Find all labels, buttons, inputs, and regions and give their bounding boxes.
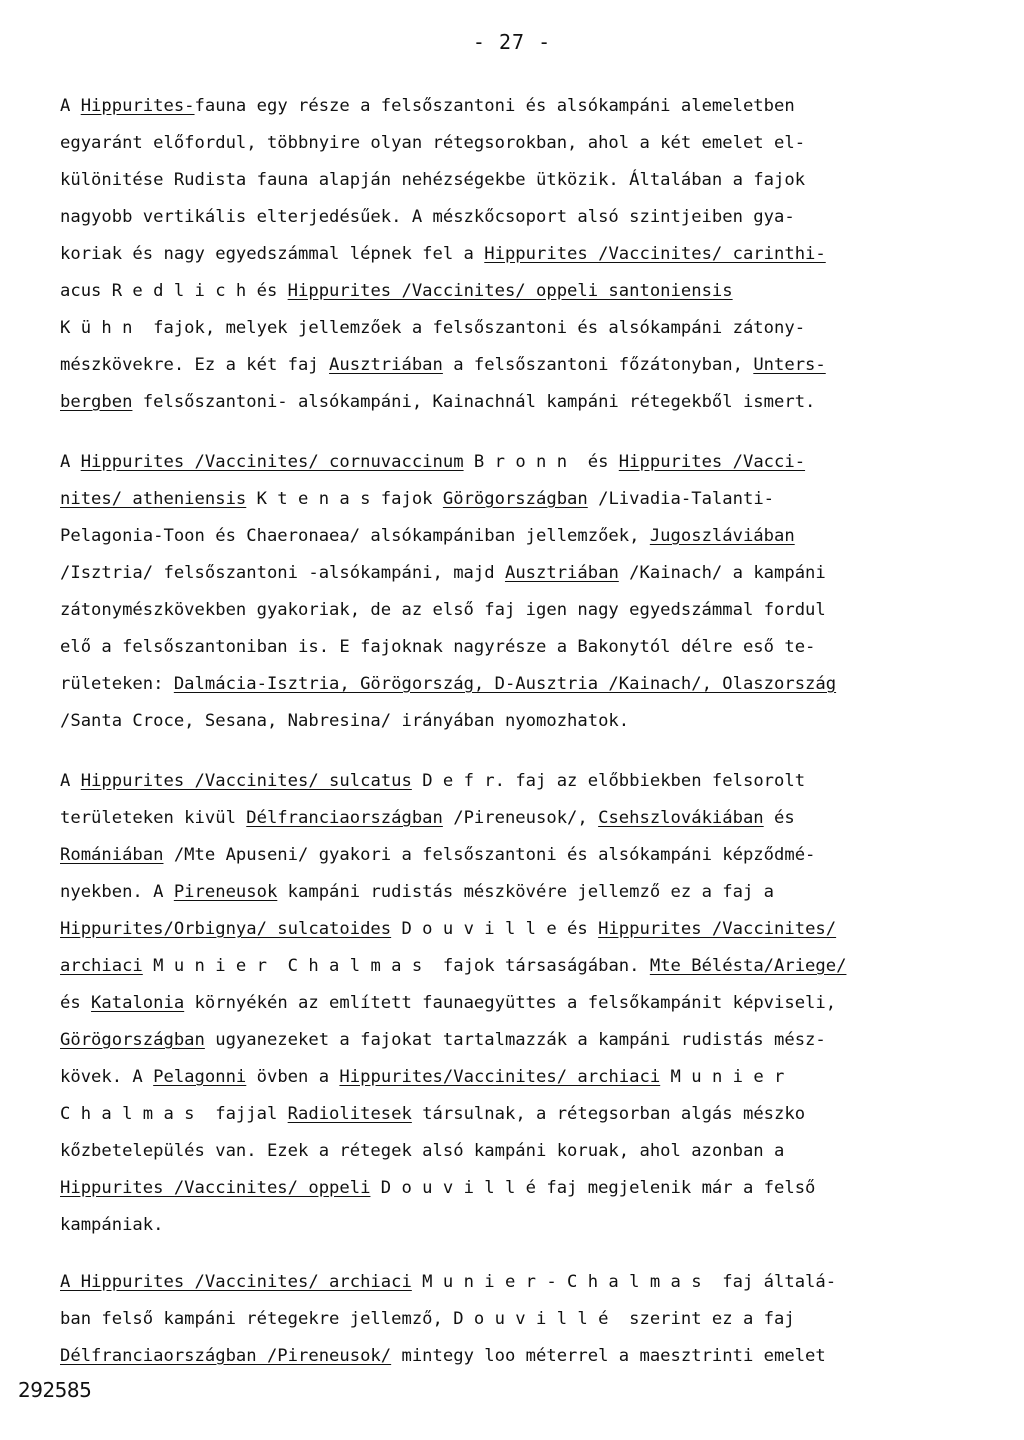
text-line bbox=[60, 444, 960, 481]
text-segment: D e f r. faj az előbbiekben felsorolt bbox=[411, 771, 806, 791]
underlined-term: Hippurites /Vaccinites/ oppeli bbox=[60, 1178, 371, 1198]
text-line bbox=[60, 1096, 960, 1133]
text-segment: /Kainach/ a kampáni bbox=[618, 563, 826, 583]
text-line bbox=[60, 948, 960, 985]
text-line bbox=[60, 88, 960, 125]
text-segment: kőzbetelepülés van. Ezek a rétegek alsó kampáni koruak, ahol azonban a bbox=[60, 1141, 785, 1161]
text-segment: /Livadia-Talanti- bbox=[587, 489, 775, 509]
text-line bbox=[60, 199, 960, 236]
text-segment: zátonymészkövekben gyakoriak, de az első faj igen nagy egyedszámmal fordul bbox=[60, 600, 826, 620]
text-segment: és bbox=[60, 993, 92, 1013]
text-line bbox=[60, 629, 960, 666]
paragraph-archiaci bbox=[60, 1264, 960, 1375]
underlined-term: Hippurites /Vaccinites/ oppeli santoniensis bbox=[287, 281, 733, 301]
text-segment: környékén az említett faunaegyüttes a felsőkampánit képviseli, bbox=[184, 993, 837, 1013]
underlined-term: Pelagonni bbox=[153, 1067, 247, 1087]
underlined-term: Ausztriában bbox=[329, 355, 443, 375]
text-segment: M u n i e r C h a l m a s fajok társaságában. bbox=[142, 956, 650, 976]
paragraph-cornuvaccinum bbox=[60, 444, 960, 740]
text-segment: nagyobb vertikális elterjedésűek. A mészkőcsoport alsó szintjeiben gya- bbox=[60, 207, 795, 227]
underlined-term: Pireneusok bbox=[173, 882, 278, 902]
text-segment: C h a l m a s fajjal bbox=[60, 1104, 288, 1124]
underlined-term: bergben bbox=[60, 392, 133, 412]
underlined-term: Hippurites/Vaccinites/ archiaci bbox=[339, 1067, 661, 1087]
text-segment: ugyanezeket a fajokat tartalmazzák a kampáni rudistás mész- bbox=[204, 1030, 826, 1050]
text-line bbox=[60, 310, 960, 347]
text-segment: nyekben. A bbox=[60, 882, 174, 902]
text-segment: /Pireneusok/, bbox=[442, 808, 599, 828]
text-segment: a felsőszantoni főzátonyban, bbox=[442, 355, 754, 375]
text-segment: M u n i e r bbox=[660, 1067, 785, 1087]
text-line bbox=[60, 703, 960, 740]
text-segment: elő a felsőszantoniban is. E fajoknak nagyrésze a Bakonytól délre eső te- bbox=[60, 637, 816, 657]
text-segment: övben a bbox=[246, 1067, 340, 1087]
text-line bbox=[60, 1264, 960, 1301]
text-segment: fauna egy része a felsőszantoni és alsókampáni alemeletben bbox=[194, 96, 795, 116]
text-line bbox=[60, 837, 960, 874]
footer-document-id: 292585 bbox=[18, 1378, 92, 1402]
text-segment: mészkövekre. Ez a két faj bbox=[60, 355, 330, 375]
text-line bbox=[60, 162, 960, 199]
text-line bbox=[60, 481, 960, 518]
underlined-term: Hippurites/Orbignya/ sulcatoides bbox=[60, 919, 392, 939]
text-segment: K ü h n fajok, melyek jellemzőek a felsőszantoni és alsókampáni zátony- bbox=[60, 318, 806, 338]
text-line bbox=[60, 763, 960, 800]
page-number: - 27 - bbox=[472, 30, 552, 54]
text-segment: /Mte Apuseni/ gyakori a felsőszantoni és alsókampáni képződmé- bbox=[163, 845, 816, 865]
text-segment: acus R e d l i c h és bbox=[60, 281, 288, 301]
text-line bbox=[60, 1022, 960, 1059]
underlined-term: Katalonia bbox=[91, 993, 185, 1013]
text-line bbox=[60, 1170, 960, 1207]
text-segment: kampániak. bbox=[60, 1215, 164, 1235]
underlined-term: Hippurites /Vaccinites/ cornuvaccinum bbox=[80, 452, 464, 472]
text-line bbox=[60, 384, 960, 421]
text-line bbox=[60, 1301, 960, 1338]
underlined-term: Unters- bbox=[753, 355, 826, 375]
text-segment: kövek. A bbox=[60, 1067, 154, 1087]
text-line bbox=[60, 985, 960, 1022]
text-segment: D o u v i l l é faj megjelenik már a felső bbox=[370, 1178, 816, 1198]
text-line bbox=[60, 911, 960, 948]
text-segment: különitése Rudista fauna alapján nehézségekbe ütközik. Általában a fajok bbox=[60, 170, 806, 190]
text-segment: A bbox=[60, 452, 81, 472]
text-segment: B r o n n és bbox=[463, 452, 619, 472]
text-segment: D o u v i l l e és bbox=[391, 919, 599, 939]
underlined-term: Hippurites /Vaccinites/ sulcatus bbox=[80, 771, 412, 791]
underlined-term: Görögországban bbox=[60, 1030, 205, 1050]
text-segment: ban felső kampáni rétegekre jellemző, D o u v i l l é szerint ez a faj bbox=[60, 1309, 795, 1329]
underlined-term: nites/ atheniensis bbox=[60, 489, 247, 509]
paragraph-sulcatus bbox=[60, 763, 960, 1244]
underlined-term: Délfranciaországban /Pireneusok/ bbox=[60, 1346, 392, 1366]
underlined-term: Radiolitesek bbox=[287, 1104, 412, 1124]
text-line bbox=[60, 1207, 960, 1244]
underlined-term: Csehszlovákiában bbox=[598, 808, 764, 828]
text-segment: kampáni rudistás mészkövére jellemző ez a faj a bbox=[277, 882, 775, 902]
text-line bbox=[60, 1338, 960, 1375]
underlined-term: Romániában bbox=[60, 845, 164, 865]
underlined-term: Hippurites /Vaccinites/ bbox=[598, 919, 837, 939]
underlined-term: Görögországban bbox=[442, 489, 588, 509]
text-line bbox=[60, 666, 960, 703]
text-segment: Pelagonia-Toon és Chaeronaea/ alsókampániban jellemzőek, bbox=[60, 526, 650, 546]
underlined-term: archiaci bbox=[60, 956, 143, 976]
underlined-term: A Hippurites /Vaccinites/ archiaci bbox=[60, 1272, 412, 1292]
text-line bbox=[60, 347, 960, 384]
underlined-term: Délfranciaországban bbox=[246, 808, 443, 828]
underlined-term: Mte Bélésta/Ariege/ bbox=[649, 956, 847, 976]
text-segment: mintegy loo méterrel a maesztrinti emelet bbox=[391, 1346, 826, 1366]
text-segment: K t e n a s fajok bbox=[246, 489, 443, 509]
text-segment: felsőszantoni- alsókampáni, Kainachnál kampáni rétegekből ismert. bbox=[132, 392, 816, 412]
text-segment: és bbox=[763, 808, 795, 828]
text-segment: egyaránt előfordul, többnyire olyan rétegsorokban, ahol a két emelet el- bbox=[60, 133, 806, 153]
underlined-term: Hippurites /Vacci- bbox=[618, 452, 806, 472]
text-line bbox=[60, 518, 960, 555]
underlined-term: Jugoszláviában bbox=[649, 526, 795, 546]
text-segment: társulnak, a rétegsorban algás mészko bbox=[411, 1104, 806, 1124]
text-segment: területeken kivül bbox=[60, 808, 247, 828]
underlined-term: Ausztriában bbox=[504, 563, 619, 583]
text-segment: /Santa Croce, Sesana, Nabresina/ irányában nyomozhatok. bbox=[60, 711, 630, 731]
text-segment: koriak és nagy egyedszámmal lépnek fel a bbox=[60, 244, 485, 264]
text-line bbox=[60, 592, 960, 629]
text-segment: /Isztria/ felsőszantoni -alsókampáni, majd bbox=[60, 563, 505, 583]
text-line bbox=[60, 1059, 960, 1096]
text-line bbox=[60, 273, 960, 310]
text-segment: A bbox=[60, 771, 81, 791]
text-line bbox=[60, 236, 960, 273]
text-segment: rületeken: bbox=[60, 674, 174, 694]
text-line bbox=[60, 1133, 960, 1170]
text-line bbox=[60, 125, 960, 162]
text-line bbox=[60, 555, 960, 592]
text-segment: A bbox=[60, 96, 81, 116]
underlined-term: Hippurites- bbox=[80, 96, 195, 116]
paragraph-hippurites-fauna bbox=[60, 88, 960, 421]
underlined-term: Hippurites /Vaccinites/ carinthi- bbox=[484, 244, 826, 264]
text-line bbox=[60, 874, 960, 911]
underlined-term: Dalmácia-Isztria, Görögország, D-Ausztria /Kainach/, Olaszország bbox=[173, 674, 837, 694]
text-segment: M u n i e r - C h a l m a s faj általá- bbox=[411, 1272, 837, 1292]
text-line bbox=[60, 800, 960, 837]
